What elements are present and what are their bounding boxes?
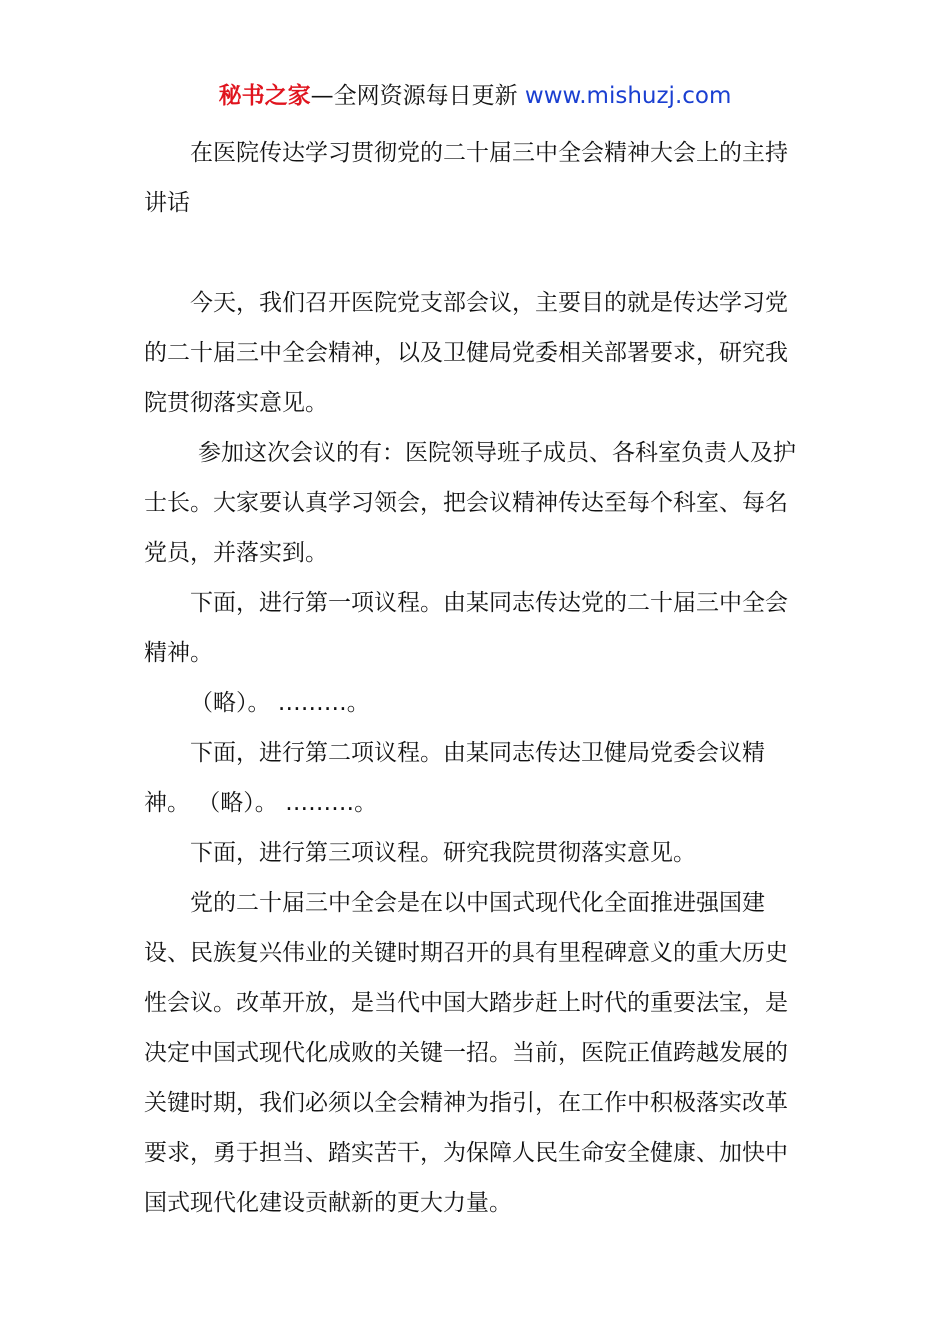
paragraph-6: 下面，进行第三项议程。研究我院贯彻落实意见。 (190, 840, 696, 866)
site-tagline: —全网资源每日更新 (310, 83, 525, 109)
site-brand: 秘书之家 (218, 83, 311, 109)
paragraph-5: 下面，进行第二项议程。由某同志传达卫健局党委会议精神。 （略）。 ………。 (144, 740, 765, 816)
paragraph-3: 下面，进行第一项议程。由某同志传达党的二十届三中全会精神。 (144, 590, 788, 666)
paragraph-2: 参加这次会议的有：医院领导班子成员、各科室负责人及护士长。大家要认真学习领会，把会议精神传达至每个科室、每名党员，并落实到。 (144, 440, 796, 566)
paragraph-7: 党的二十届三中全会是在以中国式现代化全面推进强国建设、民族复兴伟业的关键时期召开的具有里程碑意义的重大历史性会议。改革开放，是当代中国大踏步赶上时代的重要法宝，是决定中国式现代化成败的关键一招。当前，医院正值跨越发展的关键时期，我们必须以全会精神为指引，在工作中积极落实改革要求，勇于担当、踏实苦干，为保障人民生命安全健康、加快中国式现代化建设贡献新的更大力量。 (144, 890, 788, 1216)
site-header (0, 78, 950, 114)
paragraph-4: （略）。 ………。 (190, 690, 370, 716)
document-body (144, 128, 806, 1228)
site-url[interactable]: www.mishuzj.com (524, 83, 732, 109)
paragraph-1: 今天，我们召开医院党支部会议，主要目的就是传达学习党的二十届三中全会精神，以及卫健局党委相关部署要求，研究我院贯彻落实意见。 (144, 290, 788, 416)
document-title: 在医院传达学习贯彻党的二十届三中全会精神大会上的主持讲话 (144, 140, 788, 216)
